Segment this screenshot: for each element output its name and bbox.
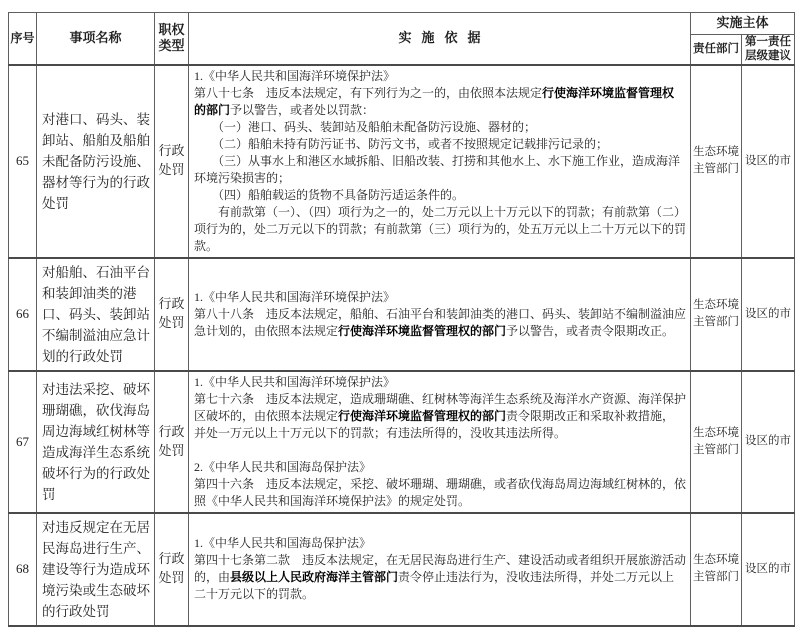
- basis-segment: 1.《中华人民共和国海岛保护法》: [194, 536, 372, 551]
- col-header-department: 责任部门: [691, 35, 742, 65]
- row-index: 67: [9, 371, 37, 513]
- basis-bold-segment: 行使海洋环境监督管理权的部门: [338, 408, 507, 423]
- power-type: 行政处罚: [155, 371, 189, 513]
- basis-bold-segment: 行使海洋环境监督管理权的部门: [338, 323, 507, 338]
- basis-segment: 第四十七条第二款 违反本法规定，在无居民海岛进行生产、建设活动或者组织开展旅游活动的，由: [194, 553, 687, 585]
- basis-segment: （二）船舶未持有防污证书、防污文书，或者不按照规定记载排污记录的；: [194, 136, 609, 151]
- responsibility-level: 设区的市: [742, 65, 795, 258]
- basis-segment: 1.《中华人民共和国海洋环境保护法》: [194, 289, 396, 304]
- basis-paragraph: [194, 374, 686, 391]
- col-header-index: 序号: [9, 13, 37, 65]
- col-header-basis: [189, 13, 691, 65]
- basis-segment: 2.《中华人民共和国海岛保护法》: [194, 459, 372, 474]
- basis-paragraph: [194, 535, 686, 552]
- table-row: [9, 65, 795, 258]
- basis-paragraph: [194, 204, 686, 255]
- basis-segment: （一）港口、码头、装卸站及船舶未配备防污设施、器材的；: [194, 119, 537, 134]
- col-header-name: 事项名称: [37, 13, 155, 65]
- basis-bold-segment: 行使海洋环境监督管理权的部门: [194, 85, 675, 117]
- basis-paragraph: [194, 119, 686, 136]
- basis-paragraph: [194, 442, 686, 459]
- item-name: 对违法采挖、破坏珊瑚礁，砍伐海岛周边海域红树林等造成海洋生态系统破坏行为的行政处罚: [37, 371, 155, 513]
- responsible-department: 生态环境主管部门: [691, 258, 742, 371]
- basis-segment: 第七十六条 违反本法规定，造成珊瑚礁、红树林等海洋生态系统及海洋水产资源、海洋保护区破坏的，由依照本法规定: [194, 391, 687, 423]
- col-header-power-type: 职权类型: [155, 13, 189, 65]
- responsible-department: 生态环境主管部门: [691, 371, 742, 513]
- row-index: 66: [9, 258, 37, 371]
- implementation-basis: [189, 258, 691, 371]
- basis-segment: 有前款第（一）、（四）项行为之一的，处二万元以上十万元以下的罚款；有前款第（二）项行为的，处二万元以下的罚款；有前款第（三）项行为的，处五万元以上二十万元以下的罚款。: [194, 204, 687, 253]
- basis-paragraph: [194, 85, 686, 119]
- table-row: [9, 371, 795, 513]
- header-row-top: [9, 13, 795, 35]
- basis-paragraph: [194, 289, 686, 306]
- col-header-basis-label: 实施依据: [398, 30, 491, 46]
- responsible-department: 生态环境主管部门: [691, 513, 742, 626]
- basis-segment: （三）从事水上和港区水域拆船、旧船改装、打捞和其他水上、水下施工作业，造成海洋环境污染损害的；: [194, 153, 681, 185]
- item-name: 对港口、码头、装卸站、船舶及船舶未配备防污设施、器材等行为的行政处罚: [37, 65, 155, 258]
- row-index: 65: [9, 65, 37, 258]
- basis-segment: 第八十七条 违反本法规定，有下列行为之一的，由依照本法规定: [194, 85, 543, 100]
- basis-segment: 予以警告，或者责令限期改正。: [506, 323, 675, 338]
- power-type: 行政处罚: [155, 258, 189, 371]
- basis-segment: 责令停止违法行为，没收违法所得，并处二万元以上二十万元以下的罚款。: [194, 570, 675, 602]
- basis-paragraph: [194, 136, 686, 153]
- row-index: 68: [9, 513, 37, 626]
- basis-segment: 予以警告，或者处以罚款：: [230, 102, 375, 117]
- responsible-department: 生态环境主管部门: [691, 65, 742, 258]
- item-name: 对违反规定在无居民海岛进行生产、建设等行为造成环境污染或生态破坏的行政处罚: [37, 513, 155, 626]
- basis-paragraph: [194, 552, 686, 603]
- table-row: [9, 513, 795, 626]
- implementation-basis: [189, 65, 691, 258]
- basis-segment: （四）船舶载运的货物不具备防污适运条件的。: [194, 187, 465, 202]
- basis-paragraph: [194, 187, 686, 204]
- item-name: 对船舶、石油平台和装卸油类的港口、码头、装卸站不编制溢油应急计划的行政处罚: [37, 258, 155, 371]
- col-header-level: 第一责任层级建议: [742, 35, 795, 65]
- basis-paragraph: [194, 459, 686, 476]
- basis-segment: 第八十八条 违反本法规定，船舶、石油平台和装卸油类的港口、码头、装卸站不编制溢油应急计划的，由依照本法规定: [194, 306, 687, 338]
- basis-paragraph: [194, 68, 686, 85]
- penalty-matrix-table: [8, 12, 795, 627]
- implementation-basis: [189, 513, 691, 626]
- basis-segment: 第四十六条 违反本法规定，采挖、破坏珊瑚、珊瑚礁，或者砍伐海岛周边海域红树林的，依照《中华人民共和国海洋环境保护法》的规定处罚。: [194, 476, 687, 508]
- power-type: 行政处罚: [155, 65, 189, 258]
- table-row: [9, 258, 795, 371]
- basis-segment: 1.《中华人民共和国海洋环境保护法》: [194, 68, 396, 83]
- responsibility-level: 设区的市: [742, 513, 795, 626]
- basis-paragraph: [194, 476, 686, 510]
- col-header-subject: 实施主体: [691, 13, 795, 35]
- basis-paragraph: [194, 391, 686, 442]
- responsibility-level: 设区的市: [742, 371, 795, 513]
- basis-segment: 1.《中华人民共和国海洋环境保护法》: [194, 374, 396, 389]
- basis-segment: 责令限期改正和采取补救措施，并处一万元以上十万元以下的罚款；有违法所得的，没收其违法所得。: [194, 408, 675, 440]
- implementation-basis: [189, 371, 691, 513]
- basis-bold-segment: 县级以上人民政府海洋主管部门: [230, 570, 399, 585]
- power-type: 行政处罚: [155, 513, 189, 626]
- responsibility-level: 设区的市: [742, 258, 795, 371]
- basis-paragraph: [194, 153, 686, 187]
- basis-paragraph: [194, 306, 686, 340]
